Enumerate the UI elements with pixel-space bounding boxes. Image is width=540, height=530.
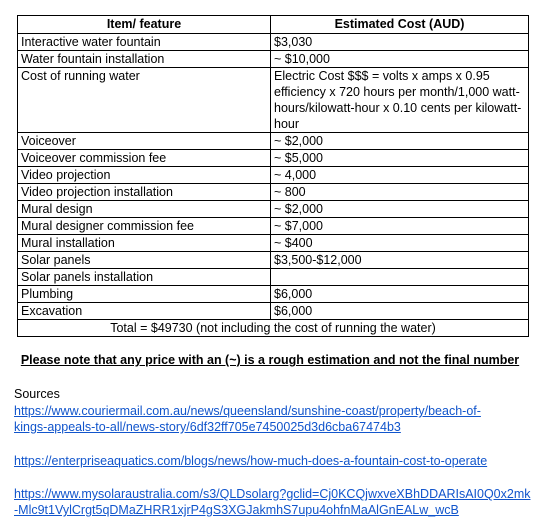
cost-cell: $6,000: [271, 286, 529, 303]
source-link-mysolaraustralia[interactable]: [14, 486, 540, 518]
item-cell: Water fountain installation: [18, 51, 271, 68]
cost-cell: ~ $7,000: [271, 218, 529, 235]
link-line: https://www.mysolaraustralia.com/s3/QLDsolarg?gclid=Cj0KCQjwxveXBhDDARIsAI0Q0x2mk: [14, 487, 531, 501]
item-cell: Solar panels: [18, 252, 271, 269]
source-link-enterpriseaquatics[interactable]: [14, 453, 540, 469]
item-cell: Video projection: [18, 167, 271, 184]
table-row: [18, 201, 529, 218]
table-row: [18, 235, 529, 252]
total-cell: Total = $49730 (not including the cost of running the water): [18, 320, 529, 337]
table-row: [18, 34, 529, 51]
column-header-cost: Estimated Cost (AUD): [271, 16, 529, 34]
item-cell: Mural design: [18, 201, 271, 218]
item-cell: Voiceover commission fee: [18, 150, 271, 167]
table-row: [18, 252, 529, 269]
cost-cell: $6,000: [271, 303, 529, 320]
link-line: https://www.couriermail.com.au/news/queensland/sunshine-coast/property/beach-of-: [14, 404, 481, 418]
cost-cell: ~ $400: [271, 235, 529, 252]
table-row: [18, 133, 529, 150]
cost-cell: ~ $2,000: [271, 201, 529, 218]
item-cell: Mural designer commission fee: [18, 218, 271, 235]
cost-cell: ~ 4,000: [271, 167, 529, 184]
item-cell: Plumbing: [18, 286, 271, 303]
cost-cell: Electric Cost $$$ = volts x amps x 0.95 efficiency x 720 hours per month/1,000 watt-hours/kilowatt-hour x 0.10 cents per kilowatt-hour: [271, 68, 529, 133]
column-header-item: Item/ feature: [18, 16, 271, 34]
item-cell: Mural installation: [18, 235, 271, 252]
link-line: -Mlc9t1VylCrgt5qDMaZHRR1xjrP4gS3XGJakmhS7upu4ohfnMaAlGnEALw_wcB: [14, 503, 459, 517]
item-cell: Voiceover: [18, 133, 271, 150]
source-link-couriermail[interactable]: [14, 403, 540, 435]
item-cell: Video projection installation: [18, 184, 271, 201]
link-line: https://enterpriseaquatics.com/blogs/news/how-much-does-a-fountain-cost-to-operate: [14, 454, 488, 468]
table-row: [18, 150, 529, 167]
item-cell: Interactive water fountain: [18, 34, 271, 51]
cost-cell: [271, 269, 529, 286]
cost-cell: ~ $2,000: [271, 133, 529, 150]
table-row: [18, 68, 529, 133]
cost-table: [17, 15, 529, 337]
item-cell: Solar panels installation: [18, 269, 271, 286]
table-row: [18, 218, 529, 235]
cost-cell: ~ 800: [271, 184, 529, 201]
cost-cell: ~ $5,000: [271, 150, 529, 167]
table-row: [18, 51, 529, 68]
cost-cell: $3,030: [271, 34, 529, 51]
cost-cell: $3,500-$12,000: [271, 252, 529, 269]
table-row: [18, 167, 529, 184]
estimation-note: Please note that any price with an (~) is a rough estimation and not the final number: [20, 353, 520, 367]
table-row: [18, 184, 529, 201]
table-row: [18, 303, 529, 320]
table-row: [18, 286, 529, 303]
total-row: [18, 320, 529, 337]
item-cell: Cost of running water: [18, 68, 271, 133]
cost-cell: ~ $10,000: [271, 51, 529, 68]
item-cell: Excavation: [18, 303, 271, 320]
sources-heading: Sources: [14, 387, 60, 401]
table-row: [18, 269, 529, 286]
link-line: kings-appeals-to-all/news-story/6df32ff705e7450025d3d6cba67474b3: [14, 420, 401, 434]
table-header-row: [18, 16, 529, 34]
